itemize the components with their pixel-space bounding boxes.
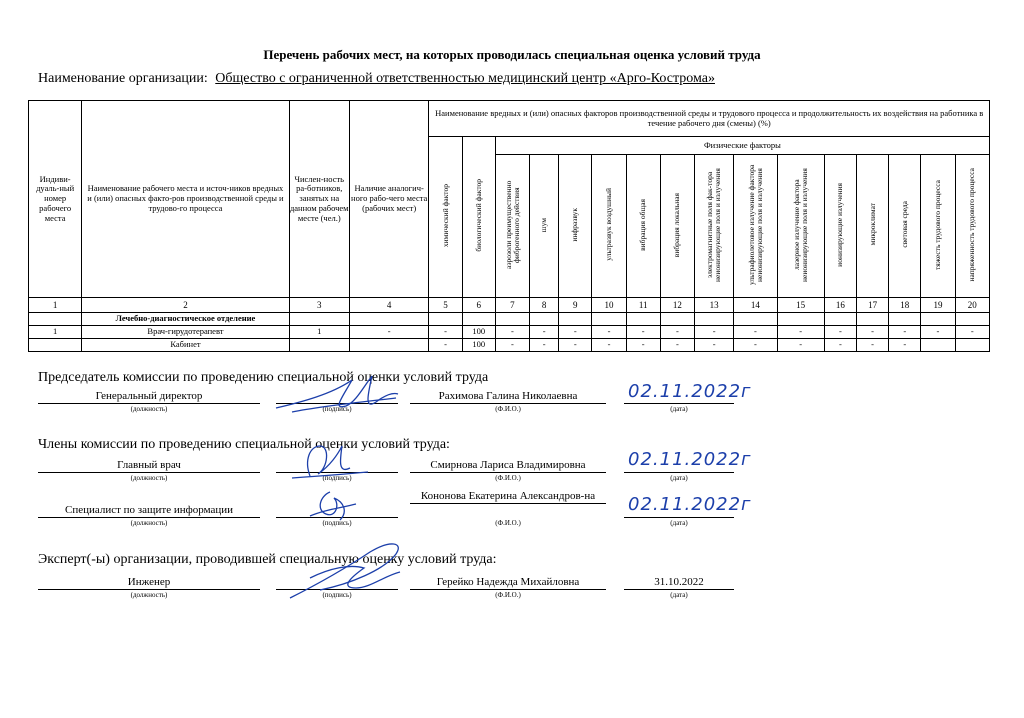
factor-header: ультрафиолетовое излучение фактора неионизирующие поля и излучения (734, 155, 777, 298)
factor-header: вибрация общая (626, 155, 660, 298)
factor-header: аэрозоли преимущественно фиброгенного действия (495, 155, 529, 298)
signature-caption: (подпись) (322, 519, 352, 527)
member-date: 02.11.2022г (628, 494, 752, 515)
table-row: 1 Врач-гирудотерапевт 1 - - 100 - - - - - - - - - - - - - - (29, 326, 990, 339)
fio-caption: (Ф.И.О.) (495, 591, 521, 599)
fio-caption: (Ф.И.О.) (495, 405, 521, 413)
signature-caption: (подпись) (322, 474, 352, 482)
organization-label: Наименование организации: (38, 71, 208, 86)
member-position: Специалист по защите информации (38, 503, 260, 518)
header-workplace-number: Индиви-дуаль-ный номер рабочего места (29, 101, 82, 298)
factor-header: лазерное излучение фактора неионизирующие поля и излучения (777, 155, 824, 298)
signature-caption: (подпись) (322, 591, 352, 599)
expert-name: Герейко Надежда Михайловна (410, 575, 606, 590)
factor-header: напряженность трудового процесса (955, 155, 989, 298)
position-caption: (должность) (130, 519, 168, 527)
workplaces-table (28, 100, 990, 352)
section-row: Лечебно-диагностическое отделение (82, 313, 289, 326)
date-caption: (дата) (670, 474, 688, 482)
position-caption: (должность) (130, 405, 168, 413)
factor-header: электромагнитные поля фак-тора неионизирующие поля и излучения (695, 155, 734, 298)
factor-header: биологический фактор (462, 137, 495, 298)
chairman-heading: Председатель комиссии по проведению специальной оценки условий труда (38, 370, 489, 385)
members-heading: Члены комиссии по проведению специальной оценки условий труда: (38, 437, 450, 452)
signature-caption: (подпись) (322, 405, 352, 413)
chairman-date: 02.11.2022г (628, 381, 752, 402)
header-factors-group: Наименование вредных и (или) опасных факторов производственной среды и трудового процесса и продолжительность их воздействия на работника в течение рабочего дня (смены) (%) (429, 101, 990, 137)
fio-caption: (Ф.И.О.) (495, 519, 521, 527)
factor-header: ультразвук воздушный (592, 155, 626, 298)
chairman-signature (272, 372, 402, 420)
column-number-row: 1 2 3 4 5 6 7 8 9 10 11 12 13 14 15 16 17 18 19 20 (29, 298, 990, 313)
header-employee-count: Числен-ность ра-ботников, занятых на данном рабочем месте (чел.) (289, 101, 349, 298)
expert-position: Инженер (38, 575, 260, 590)
factor-header: световая среда (889, 155, 921, 298)
date-caption: (дата) (670, 405, 688, 413)
factor-header: микроклимат (856, 155, 888, 298)
factor-header: инфразвук (559, 155, 592, 298)
member-name: Кононова Екатерина Александров-на (410, 489, 606, 504)
date-caption: (дата) (670, 519, 688, 527)
factor-header: шум (530, 155, 559, 298)
member-date: 02.11.2022г (628, 449, 752, 470)
factor-header: вибрация локальная (660, 155, 694, 298)
member-name: Смирнова Лариса Владимировна (410, 458, 606, 473)
position-caption: (должность) (130, 591, 168, 599)
document-title: Перечень рабочих мест, на которых проводилась специальная оценка условий труда (263, 47, 761, 62)
position-caption: (должность) (130, 474, 168, 482)
expert-heading: Эксперт(-ы) организации, проводившей специальную оценку условий труда: (38, 552, 497, 567)
factor-header: ионизирующие излучения (824, 155, 856, 298)
factor-header: химический фактор (429, 137, 462, 298)
factor-header: тяжесть трудового процесса (921, 155, 955, 298)
header-physical-factors: Физические факторы (495, 137, 989, 155)
member-signature (300, 486, 360, 526)
expert-date: 31.10.2022 (624, 575, 734, 590)
date-caption: (дата) (670, 591, 688, 599)
member-signature (290, 440, 370, 484)
expert-signature (280, 538, 410, 608)
fio-caption: (Ф.И.О.) (495, 474, 521, 482)
header-analogous-workplace: Наличие аналогич-ного рабо-чего места (рабочих мест) (349, 101, 428, 298)
chairman-name: Рахимова Галина Николаевна (410, 389, 606, 404)
organization-line (38, 71, 715, 87)
member-position: Главный врач (38, 458, 260, 473)
chairman-position: Генеральный директор (38, 389, 260, 404)
table-row: Кабинет - 100 - - - - - - - - - - - - (29, 339, 990, 352)
organization-name: Общество с ограниченной ответственностью медицинский центр «Арго-Кострома» (215, 71, 715, 86)
header-workplace-name: Наименование рабочего места и источ-ников вредных и (или) опасных факто-ров производственной среды и трудово-го процесса (82, 101, 289, 298)
